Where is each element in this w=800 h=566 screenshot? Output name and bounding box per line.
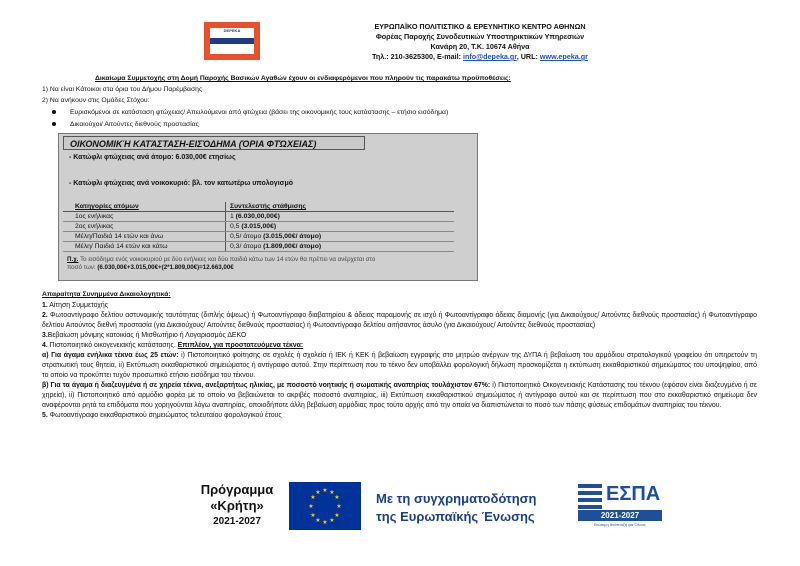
row-category: Μέλη/Παιδιά 14 ετών και άνω	[63, 232, 226, 242]
condition-1: 1) Να είναι Κάτοικοι στα όρια του Δήμου Παρέμβασης	[42, 86, 203, 93]
org-address: Κανάρη 20, Τ.Κ. 10674 Αθήνα	[430, 42, 530, 51]
doc-item-2: 2. Φωτοαντίγραφο δελτίου αστυνομικής ταυτότητας (διπλής όψεως) ή Φωτοαντίγραφο διαβατηρίου & άδειας παραμονής σε ισχύ ή Φωτοαντίγραφο άδειας διαμονής (για Δικαιούχους/ Αιτούντες διεθνούς προστασίας) ή Φωτοαντίγραφο δελτίου Αιτούντος διεθνή προστασία (για Δικαιούχους/ Αιτούντες διεθνούς προστασίας) ή Φωτοαντίγραφο δελτίου αιτήσαντος άσυλο (για Δικαιούχους/ Αιτούντες διεθνούς προστασίας)	[42, 312, 757, 329]
program-crete-logo	[196, 482, 278, 530]
note-formula: (6.030,00€+3.015,00€+(2*1.809,00€)=12.663,00€	[97, 264, 234, 271]
svg-text:★: ★	[310, 512, 316, 519]
url-prefix: , URL:	[516, 52, 540, 61]
condition-2: 2) Να ανήκουν στις Ομάδες Στόχου:	[42, 97, 150, 104]
website-link[interactable]: www.epeka.gr	[539, 52, 588, 61]
svg-text:★: ★	[315, 517, 321, 524]
org-contact	[330, 52, 630, 62]
note-label: Π.χ.	[67, 256, 79, 263]
org-name: ΕΥΡΩΠΑΪΚΟ ΠΟΛΙΤΙΣΤΙΚΟ & ΕΡΕΥΝΗΤΙΚΟ ΚΕΝΤΡΟ ΑΘΗΝΩΝ	[374, 22, 586, 31]
doc-item-4b: β) Για τα άγαμα ή διαζευγμένα ή σε χηρεία τέκνα, ανεξαρτήτως ηλικίας, με ποσοστό νοητικής ή σωματικής αναπηρίας τουλάχιστον 67%: i) Πιστοποιητικό Οικογενειακής Κατάστασης του τέκνου (εφόσον είναι διαζευγμένο ή σε χηρεία), ii) Πιστοποιητικό από αρμόδιο φορέα με το οποίο να βεβαιώνεται το ακριβές ποσοστό αναπηρίας, iii) Εκτύπωση εκκαθαριστικού σημειώματος ή αντίγραφο αυτού και σε περίπτωση που στο εκκαθαριστικό σημείωμα δεν αναφέρονται ρητά τα επιδόματα που χορηγούνται λόγω αναπηρίας, οποιοδήποτε άλλη βεβαίωση αρμόδιας προς τούτο αρχής από την οποία να διαπιστώνεται το ποσό των πάσης φύσεως επιδομάτων αναπηρίας του τέκνου.	[42, 382, 757, 409]
row-weight: 0,5 (3.015,00€)	[226, 222, 455, 232]
target-group-1	[52, 108, 448, 117]
income-threshold-box	[58, 133, 478, 281]
doc-item-3: 3.Βεβαίωση μόνιμης κατοικίας ή Μισθωτήριο ή Λογαριασμός ΔΕΚΟ	[42, 332, 247, 339]
program-years: 2021-2027	[213, 516, 261, 527]
org-header	[330, 22, 630, 62]
svg-text:★: ★	[310, 494, 316, 501]
note-text-2: ποσό των:	[67, 264, 98, 271]
row-weight: 0,5/ άτομο (3.015,00€/ άτομο)	[226, 232, 455, 242]
svg-text:★: ★	[322, 487, 328, 494]
doc-item-4a: α) Για άγαμα ενήλικα τέκνα έως 25 ετών: i) Πιστοποιητικό φοίτησης σε σχολές ή σχολεία ή ΙΕΚ ή ΚΕΚ ή βεβαίωση εγγραφής στο μητρώο ανέργων της ΔΥΠΑ ή βεβαίωση του αρμόδιου στρατολογικού γραφείου ότι υπηρετούν τη στρατιωτική τους θητεία, ii) Εκτύπωση εκκαθαριστικού σημειώματος ή αντίγραφο αυτού. Στην περίπτωση που το τέκνο δεν υποβάλλει φορολογική δήλωση προσκομίζεται η εκτύπωση εκκαθαριστικού σημειώματος του υποψηφίου, από το οποίο να προκύπτει τυχόν προσωπικό ετήσιο εισόδημα του τέκνου.	[42, 352, 757, 379]
espa-years: 2021-2027	[578, 510, 662, 521]
target-group-2	[52, 120, 199, 129]
note-text: Το εισόδημα ενός νοικοκυριού με δύο ενήλικες και δύο παιδιά κάτω των 14 ετών θα πρέπει να ανέρχεται στο	[78, 256, 376, 263]
table-row	[63, 232, 454, 242]
cofund-line-1: Με τη συγχρηματοδότηση	[376, 491, 537, 506]
eu-flag-icon	[289, 482, 361, 530]
email-link[interactable]: info@depeka.gr	[462, 52, 517, 61]
table-row	[63, 242, 454, 252]
doc-item-4: 4. Πιστοποιητικό οικογενειακής κατάστασης. Επιπλέον, για προστατευόμενα τέκνα:	[42, 342, 304, 349]
depeka-logo	[204, 22, 260, 60]
income-box-title: ΟΙΚΟΝΟΜΙΚΉ ΚΑΤΆΣΤΑΣΗ-ΕΙΣΌΔΗΜΑ (ΌΡΙΑ ΦΤΏΧΕΙΑΣ)	[63, 136, 365, 150]
program-line-2: «Κρήτη»	[210, 498, 264, 513]
svg-text:★: ★	[329, 517, 335, 524]
eu-cofunding-text	[376, 490, 562, 526]
svg-text:★: ★	[336, 503, 342, 510]
row-category: Μέλη/ Παιδιά 14 ετών και κάτω	[63, 242, 226, 252]
row-weight: 1 (6.030,00,00€)	[226, 212, 455, 222]
col-header-weight: Συντελεστής στάθμισης	[226, 202, 455, 212]
col-header-category: Κατηγορίες ατόμων	[63, 202, 226, 212]
eligibility-heading: Δικαίωμα Συμμετοχής στη Δομή Παροχής Βασικών Αγαθών έχουν οι ενδιαφερόμενοι που πληρούν τις παρακάτω προϋποθέσεις:	[95, 75, 511, 82]
logo-text: DEPEKA	[223, 28, 241, 33]
doc-item-1: 1. Αίτηση Συμμετοχής	[42, 302, 109, 309]
weighting-table	[63, 202, 454, 252]
documents-list	[42, 301, 757, 421]
contact-prefix: Τηλ.: 210-3625300, E-mail:	[372, 52, 463, 61]
svg-text:★: ★	[315, 489, 321, 496]
program-line-1: Πρόγραμμα	[200, 482, 274, 497]
org-subtitle: Φορέας Παροχής Συνοδευτικών Υποστηρικτικών Υπηρεσιών	[375, 32, 585, 41]
target-group-1-text: Ευρισκόμενοι σε κατάσταση φτώχειας/ Απειλούμενοι από φτώχεια (βάσει της οικονομικής τους κατάστασης – ετήσιο εισόδημα)	[70, 109, 449, 116]
threshold-per-person: - Κατώφλι φτώχειας ανά άτομο: 6.030,00€ ετησίως	[69, 154, 236, 161]
espa-logo	[578, 482, 666, 526]
espa-tagline: Βιώσιμη Ανάπτυξη για Όλους	[594, 522, 646, 527]
eu-stars-icon	[289, 482, 361, 530]
svg-text:★: ★	[334, 512, 340, 519]
row-category: 1ος ενήλικας	[63, 212, 226, 222]
row-category: 2ος ενήλικας	[63, 222, 226, 232]
cofund-line-2: της Ευρωπαϊκής Ένωσης	[376, 509, 535, 524]
example-note	[67, 256, 375, 272]
espa-stripes-icon	[578, 484, 602, 510]
svg-text:★: ★	[334, 494, 340, 501]
doc-item-5: 5. Φωτοαντίγραφο εκκαθαριστικού σημειώματος τελευταίου φορολογικού έτους	[42, 412, 282, 419]
documents-heading: Απαραίτητα Συνημμένα Δικαιολογητικά:	[42, 291, 171, 298]
threshold-per-household: - Κατώφλι φτώχειας ανά νοικοκυριό: βλ. τον κατωτέρω υπολογισμό	[69, 180, 293, 187]
svg-text:★: ★	[308, 503, 314, 510]
espa-title: ΕΣΠΑ	[606, 483, 661, 505]
svg-text:★: ★	[329, 489, 335, 496]
svg-text:★: ★	[322, 519, 328, 526]
table-row	[63, 222, 454, 232]
table-row	[63, 212, 454, 222]
row-weight: 0,3/ άτομο (1.809,00€/ άτομο)	[226, 242, 455, 252]
target-group-2-text: Δικαιούχοι/ Αιτούντες διεθνούς προστασίας	[70, 121, 199, 128]
